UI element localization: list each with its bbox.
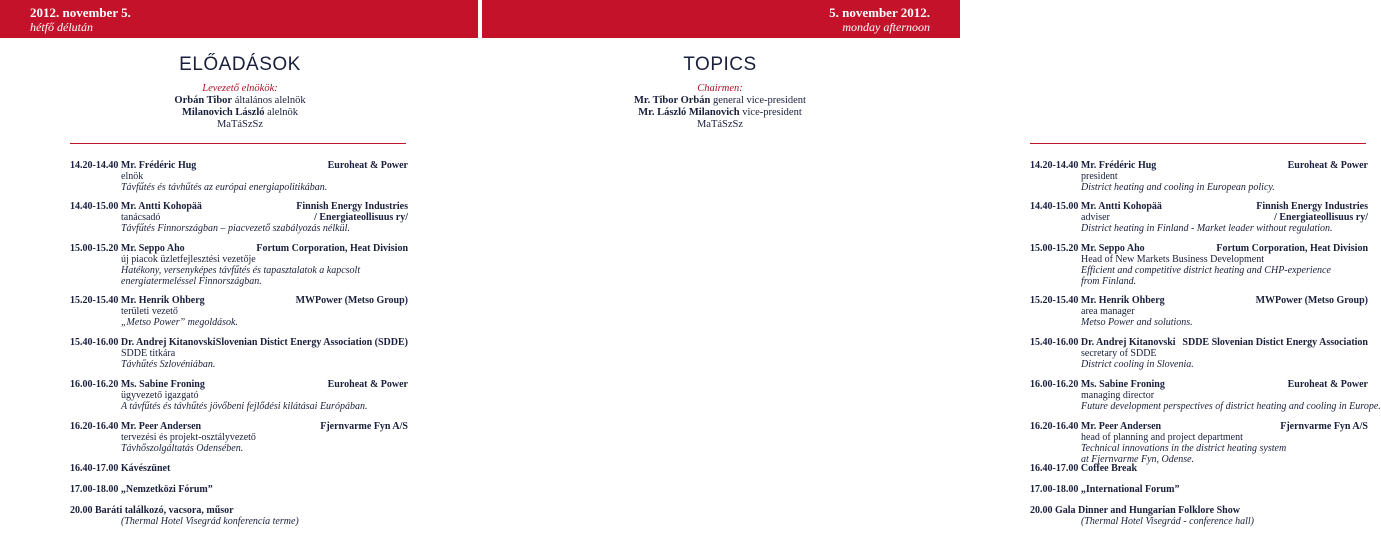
- entry-organization: Finnish Energy Industries: [296, 201, 408, 212]
- entry-speaker: Mr. Peer Andersen: [120, 421, 202, 432]
- program-entry: [1030, 338, 1368, 371]
- entry-topic: „Metso Power” megoldások.: [121, 317, 238, 328]
- english-column: [480, 0, 1381, 536]
- entry-speaker: Baráti találkozó, vacsora, műsor: [95, 505, 234, 516]
- program-entry: [70, 380, 408, 413]
- chair-3: MaTáSzSz: [696, 119, 744, 130]
- entry-organization: Euroheat & Power: [327, 379, 408, 390]
- program-entry: [70, 422, 408, 455]
- entry-role-line: [70, 307, 408, 318]
- column-title: ELŐADÁSOK: [179, 54, 301, 75]
- entry-organization: MWPower (Metso Group): [295, 295, 408, 306]
- entry-time: 15.20-15.40: [1030, 295, 1079, 306]
- program-entry: [70, 464, 408, 475]
- chair-2-role: vice-president: [739, 107, 802, 118]
- entry-time: 15.40-16.00: [70, 337, 119, 348]
- entry-role-line: [1030, 433, 1368, 444]
- entry-role: tervezési és projekt-osztályvezető: [121, 432, 256, 443]
- entry-time: 14.40-15.00: [70, 201, 119, 212]
- entry-time: 17.00-18.00: [1030, 484, 1079, 495]
- entry-role-line: [70, 433, 408, 444]
- entry-organization: Fjernvarme Fyn A/S: [1280, 421, 1368, 432]
- entry-role-line: [1030, 213, 1368, 224]
- entry-organization: Euroheat & Power: [1287, 160, 1368, 171]
- entry-time: 16.00-16.20: [70, 379, 119, 390]
- chair-label: Levezető elnökök:: [202, 83, 278, 94]
- entry-speaker: Dr. Andrej Kitanovski: [1080, 337, 1176, 348]
- chair-1-name: Orbán Tibor: [174, 95, 233, 106]
- entry-topic: Technical innovations in the district heating system: [1081, 443, 1287, 454]
- entry-topic: Távfűtés és távhűtés az európai energiapolitikában.: [121, 182, 328, 193]
- entry-topic: Metso Power and solutions.: [1081, 317, 1193, 328]
- entry-time: 16.40-17.00: [1030, 463, 1079, 474]
- entry-topic: District heating in Finland - Market leader without regulation.: [1081, 223, 1333, 234]
- entry-role: area manager: [1081, 306, 1135, 317]
- entry-time: 20.00: [70, 505, 93, 516]
- entry-speaker: Ms. Sabine Froning: [1080, 379, 1165, 390]
- entry-speaker: Mr. Seppo Aho: [120, 243, 185, 254]
- entry-time: 14.20-14.40: [1030, 160, 1079, 171]
- entry-role: tanácsadó: [121, 212, 161, 223]
- entry-speaker: Mr. Antti Kohopää: [1080, 201, 1162, 212]
- entry-speaker: „International Forum”: [1080, 484, 1180, 495]
- program-entry: [1030, 422, 1368, 466]
- entry-role-line: [1030, 307, 1368, 318]
- entry-speaker: Coffee Break: [1080, 463, 1138, 474]
- program-entry: [1030, 202, 1368, 235]
- entry-header: [70, 464, 408, 475]
- program-entry: [70, 506, 408, 528]
- entry-time: 20.00: [1030, 505, 1053, 516]
- entry-organization: Finnish Energy Industries: [1256, 201, 1368, 212]
- entry-time: 16.00-16.20: [1030, 379, 1079, 390]
- entry-speaker: Mr. Antti Kohopää: [120, 201, 202, 212]
- entry-role: elnök: [121, 171, 144, 182]
- entry-time: 15.00-15.20: [70, 243, 119, 254]
- entry-role: területi vezető: [121, 306, 178, 317]
- program-entry: [1030, 464, 1368, 475]
- entry-header: [70, 485, 408, 496]
- right-date: 5. november 2012.: [829, 5, 930, 20]
- entry-speaker: Ms. Sabine Froning: [120, 379, 205, 390]
- program-entry: [1030, 161, 1368, 194]
- chair-2-name: Milanovich László: [181, 107, 265, 118]
- chair-label: Chairmen:: [697, 83, 743, 94]
- chair-1: [0, 95, 480, 106]
- program-entry: [70, 244, 408, 288]
- chair-3: MaTáSzSz: [216, 119, 264, 130]
- left-date: 2012. november 5.: [30, 5, 131, 20]
- entry-header: [1030, 464, 1368, 475]
- entry-role: head of planning and project department: [1081, 432, 1243, 443]
- entry-topic: Távfűtés Finnországban – piacvezető szabályozás nélkül.: [121, 223, 350, 234]
- chair-2-pre: Mr.: [638, 107, 658, 118]
- entry-role-line: [1030, 255, 1368, 266]
- divider: [70, 143, 406, 144]
- chair-1: [480, 95, 960, 106]
- entry-speaker: Mr. Frédéric Hug: [1080, 160, 1157, 171]
- entry-role: secretary of SDDE: [1081, 348, 1157, 359]
- chair-1-pre: Mr.: [634, 95, 653, 106]
- entry-time: 15.00-15.20: [1030, 243, 1079, 254]
- entry-organization: Euroheat & Power: [327, 160, 408, 171]
- entry-organization: Fjernvarme Fyn A/S: [320, 421, 408, 432]
- entry-topic: District cooling in Slovenia.: [1081, 359, 1194, 370]
- entry-topic: A távfűtés és távhűtés jövőbeni fejlődési kilátásai Európában.: [121, 401, 368, 412]
- entry-topic: at Fjernvarme Fyn, Odense.: [1081, 453, 1195, 465]
- entry-speaker: Kávészünet: [120, 463, 171, 474]
- entry-role: új piacok üzletfejlesztési vezetője: [121, 254, 256, 265]
- entry-speaker: Mr. Henrik Ohberg: [120, 295, 205, 306]
- entry-role: managing director: [1081, 390, 1155, 401]
- chair-2-role: alelnök: [264, 107, 299, 118]
- entry-topic: Távhűtés Szlovéniában.: [121, 359, 216, 370]
- program-entry: [70, 485, 408, 496]
- program-entry: [1030, 506, 1368, 528]
- entry-topic: from Finland.: [1081, 275, 1137, 287]
- entry-organization: MWPower (Metso Group): [1255, 295, 1368, 306]
- entry-topic: District heating and cooling in European policy.: [1081, 182, 1275, 193]
- entry-time: 16.40-17.00: [70, 463, 119, 474]
- program-entry: [1030, 379, 1381, 413]
- entry-role-line: [1030, 391, 1368, 402]
- entry-organization-sub: / Energiateollisuus ry/: [1274, 212, 1368, 223]
- entry-role-line: [70, 213, 408, 224]
- program-entry: [70, 161, 408, 194]
- entry-topic: Hatékony, versenyképes távfűtés és tapasztalatok a kapcsolt: [121, 265, 361, 276]
- entry-speaker: Gala Dinner and Hungarian Folklore Show: [1055, 505, 1240, 516]
- entry-topic: energiatermeléssel Finnországban.: [121, 275, 262, 287]
- divider: [1030, 143, 1366, 144]
- program-entry: [1030, 296, 1368, 329]
- entry-organization: Euroheat & Power: [1287, 379, 1368, 390]
- left-day: hétfő délután: [30, 20, 93, 34]
- program-entry: [1030, 244, 1368, 288]
- entry-speaker: Mr. Frédéric Hug: [120, 160, 197, 171]
- entry-role-line: [70, 255, 408, 266]
- program-entry: [70, 296, 408, 329]
- entry-time: 14.40-15.00: [1030, 201, 1079, 212]
- program-entry: [1030, 485, 1368, 496]
- entry-organization: Fortum Corporation, Heat Division: [256, 243, 408, 254]
- entry-header: [1030, 485, 1368, 496]
- entry-time: 15.20-15.40: [70, 295, 119, 306]
- entry-topic: Efficient and competitive district heating and CHP-experience: [1081, 265, 1331, 276]
- column-title: TOPICS: [683, 54, 757, 75]
- entry-time: 15.40-16.00: [1030, 337, 1079, 348]
- entry-organization: Slovenian Distict Energy Association (SDDE): [215, 337, 408, 348]
- entry-speaker: Dr. Andrej Kitanovski: [120, 337, 216, 348]
- entry-time: 16.20-16.40: [70, 421, 119, 432]
- program-entry: [70, 202, 408, 235]
- entry-role-line: [1030, 349, 1368, 360]
- entry-role: SDDE titkára: [121, 348, 176, 359]
- chair-1-name: Tibor Orbán: [652, 95, 711, 106]
- entry-topic: Távhőszolgáltatás Odensében.: [121, 443, 244, 454]
- hungarian-column: [0, 0, 480, 536]
- entry-role-line: [1030, 172, 1368, 183]
- entry-speaker: Mr. Peer Andersen: [1080, 421, 1162, 432]
- program-entry: [70, 338, 408, 371]
- chair-1-role: általános alelnök: [232, 95, 306, 106]
- entry-header: [70, 506, 408, 517]
- entry-role: adviser: [1081, 212, 1110, 223]
- entry-role: president: [1081, 171, 1118, 182]
- entry-organization: SDDE Slovenian Distict Energy Association: [1182, 337, 1368, 348]
- entry-time: 16.20-16.40: [1030, 421, 1079, 432]
- chair-1-role: general vice-president: [710, 95, 806, 106]
- entry-role-line: [70, 349, 408, 360]
- entry-speaker: „Nemzetközi Fórum”: [120, 484, 213, 495]
- entry-role: ügyvezető igazgató: [121, 390, 199, 401]
- chair-2: [480, 107, 960, 118]
- entry-organization: Fortum Corporation, Heat Division: [1216, 243, 1368, 254]
- entry-topic: (Thermal Hotel Visegrád konferencia terme): [121, 516, 299, 527]
- right-day: monday afternoon: [842, 20, 930, 34]
- entry-role: Head of New Markets Business Development: [1081, 254, 1265, 265]
- entry-topic: (Thermal Hotel Visegrád - conference hall): [1081, 516, 1255, 527]
- entry-role-line: [70, 391, 408, 402]
- entry-speaker: Mr. Seppo Aho: [1080, 243, 1145, 254]
- entry-speaker: Mr. Henrik Ohberg: [1080, 295, 1165, 306]
- entry-time: 17.00-18.00: [70, 484, 119, 495]
- entry-header: [1030, 506, 1368, 517]
- entry-topic: Future development perspectives of district heating and cooling in Europe.: [1081, 401, 1381, 412]
- chair-2: [0, 107, 480, 118]
- entry-time: 14.20-14.40: [70, 160, 119, 171]
- chair-2-name: László Milanovich: [657, 107, 740, 118]
- entry-organization-sub: / Energiateollisuus ry/: [314, 212, 408, 223]
- entry-role-line: [70, 172, 408, 183]
